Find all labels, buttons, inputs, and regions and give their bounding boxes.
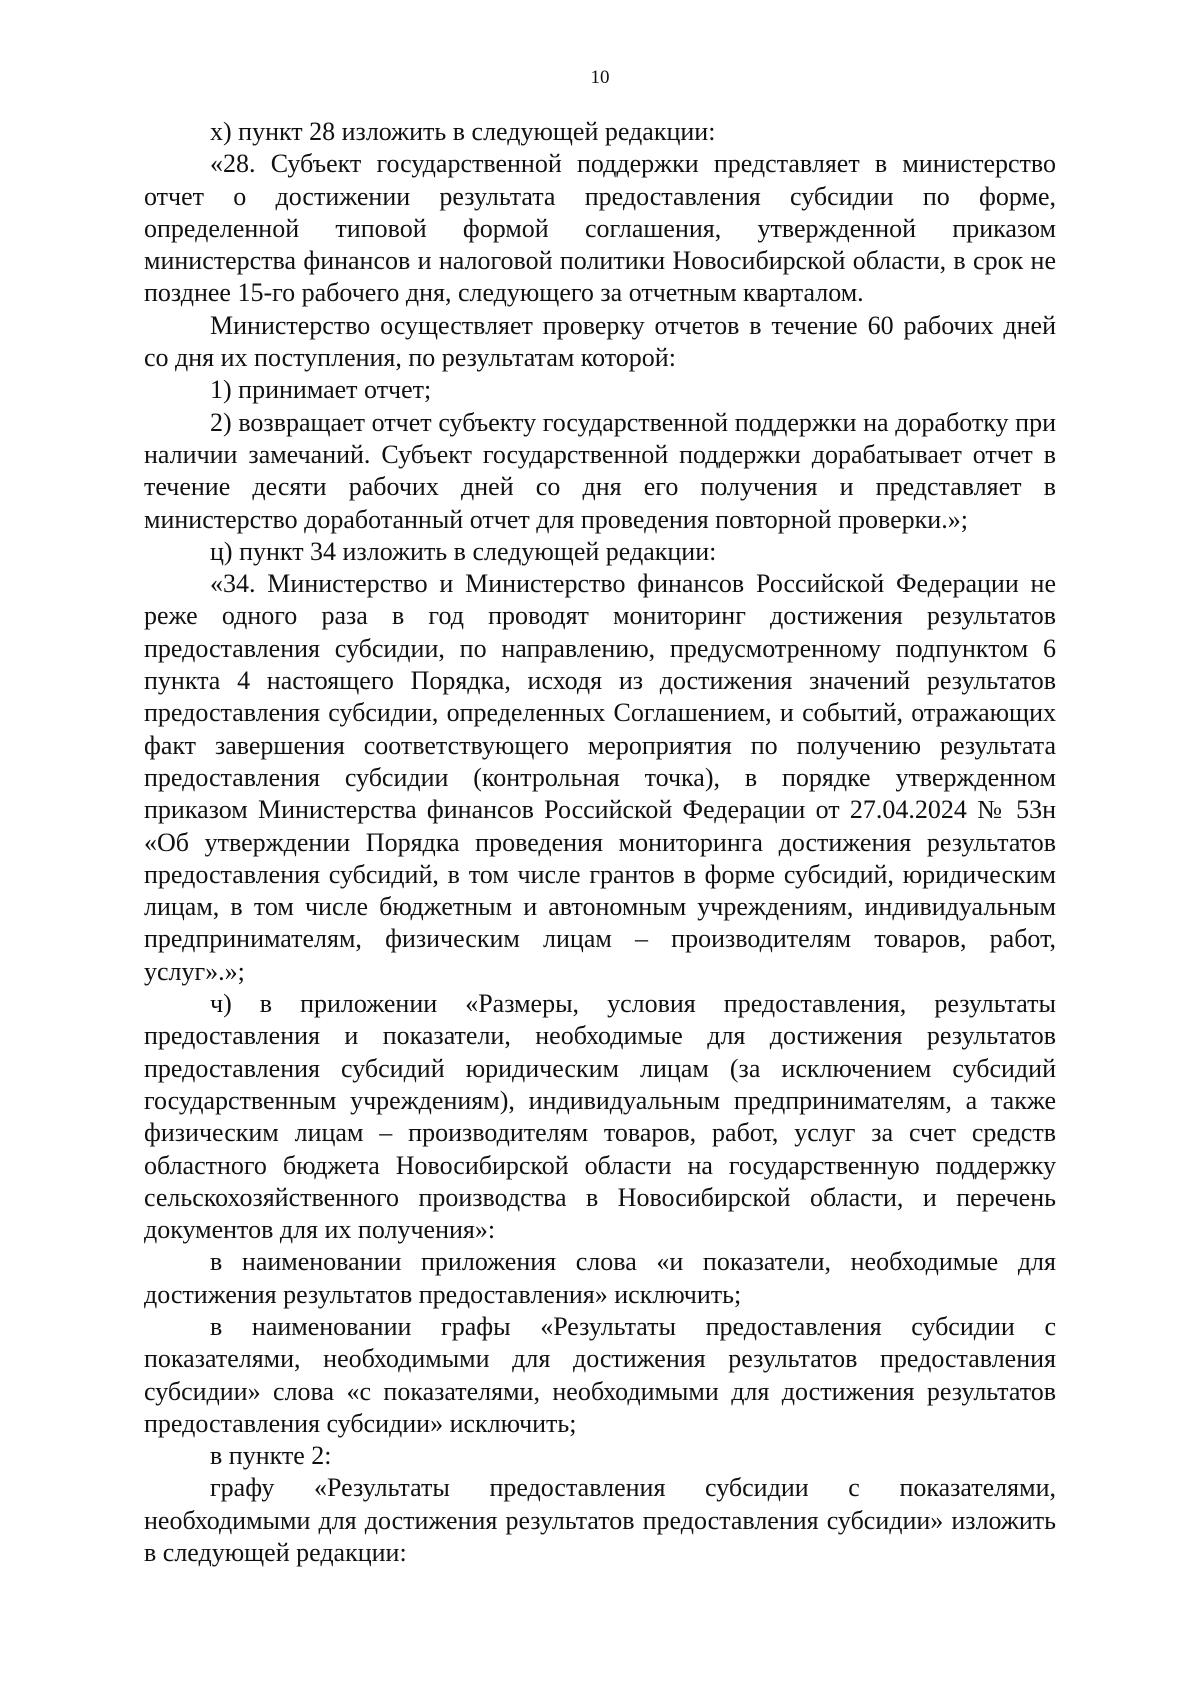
paragraph-item-34: «34. Министерство и Министерство финансов Российской Федерации не реже одного раза в год проводят мониторинг достижения результатов предоставления субсидии, по направлению, предусмотренному подпунктом 6 пункта 4 настоящего Порядка, исходя из достижения значений результатов предоставления субсидии, определенных Соглашением, и событий, отражающих факт завершения соответствующего мероприятия по получению результата предоставления субсидии (контрольная точка), в порядке утвержденном приказом Министерства финансов Российской Федерации от 27.04.2024 № 53н «Об утверждении Порядка проведения мониторинга достижения результатов предоставления субсидий, в том числе грантов в форме субсидий, юридическим лицам, в том числе бюджетным и автономным учреждениям, индивидуальным предпринимателям, физическим лицам – производителям товаров, работ, услуг».»; (144, 569, 1056, 986)
paragraph-ts: ц) пункт 34 изложить в следующей редакции: (210, 536, 717, 566)
paragraph-column-name: в наименовании графы «Результаты предоставления субсидии с показателями, необходимыми для достижения результатов предоставления субсидии» слова «с показателями, необходимыми для достижения результатов предоставления субсидии» исключить; (144, 1311, 1056, 1438)
document-body (144, 116, 1056, 1569)
paragraph-kh: х) пункт 28 изложить в следующей редакции: (210, 117, 716, 146)
paragraph-appendix-name: в наименовании приложения слова «и показатели, необходимые для достижения результатов предоставления» исключить; (144, 1247, 1056, 1309)
paragraph-accepts-report: 1) принимает отчет; (210, 375, 432, 405)
paragraph-returns-report: 2) возвращает отчет субъекту государственной поддержки на доработку при наличии замечаний. Субъект государственной поддержки дорабатывает отчет в течение десяти рабочих дней со дня его получения и представляет в министерство доработанный отчет для проведения повторной проверки.»; (144, 407, 1056, 534)
paragraph-column-results: графу «Результаты предоставления субсидии с показателями, необходимыми для достижения результатов предоставления субсидии» изложить в следующей редакции: (144, 1473, 1056, 1568)
paragraph-ch: ч) в приложении «Размеры, условия предоставления, результаты предоставления и показатели, необходимые для достижения результатов предоставления субсидий юридическим лицам (за исключением субсидий государственным учреждениям), индивидуальным предпринимателям, а также физическим лицам – производителям товаров, работ, услуг за счет средств областного бюджета Новосибирской области на государственную поддержку сельскохозяйственного производства в Новосибирской области, и перечень документов для их получения»: (144, 989, 1056, 1245)
paragraph-item-28: «28. Субъект государственной поддержки представляет в министерство отчет о достижении результата предоставления субсидии по форме, определенной типовой формой соглашения, утвержденной приказом министерства финансов и налоговой политики Новосибирской области, в срок не позднее 15-го рабочего дня, следующего за отчетным кварталом. (144, 149, 1056, 308)
page-number: 10 (590, 67, 610, 88)
paragraph-ministry-check: Министерство осуществляет проверку отчетов в течение 60 рабочих дней со дня их поступления, по результатам которой: (144, 310, 1056, 373)
paragraph-item-2: в пункте 2: (210, 1441, 332, 1471)
